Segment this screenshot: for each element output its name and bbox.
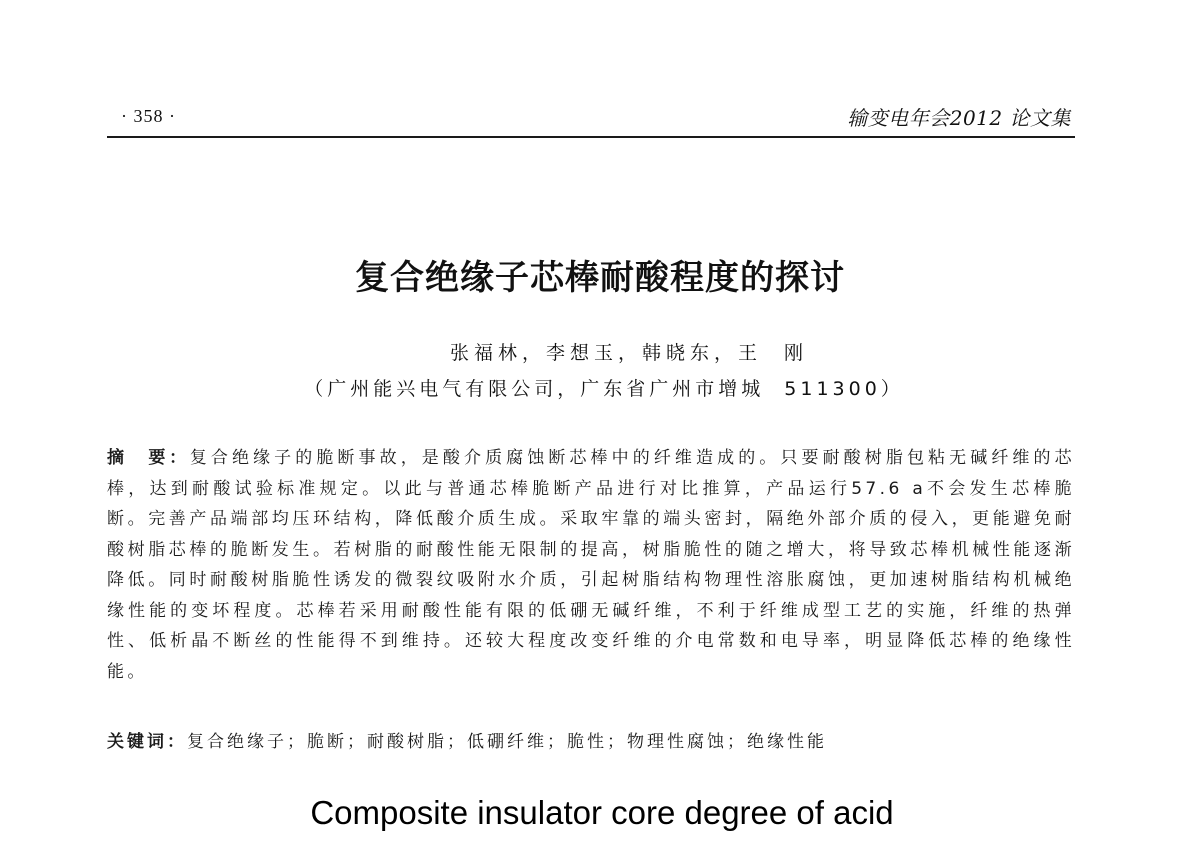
paper-title: 复合绝缘子芯棒耐酸程度的探讨 <box>355 258 845 298</box>
abstract <box>107 443 1075 687</box>
keywords-label: 关键词： <box>107 732 187 752</box>
page-header <box>107 100 1075 138</box>
english-title: Composite insulator core degree of acid <box>310 794 894 831</box>
page-number: · 358 · <box>121 106 176 126</box>
author-list: 张福林，李想玉，韩晓东，王 刚 <box>449 342 809 364</box>
abstract-label: 摘 要： <box>107 448 190 468</box>
abstract-text: 复合绝缘子的脆断事故，是酸介质腐蚀断芯棒中的纤维造成的。只要耐酸树脂包粘无碱纤维的芯棒，达到耐酸试验标准规定。以此与普通芯棒脆断产品进行对比推算，产品运行57.6 a不会发生芯棒脆断。完善产品端部均压环结构，降低酸介质生成。采取牢靠的端头密封，隔绝外部介质的侵入，更能避免耐酸树脂芯棒的脆断发生。若树脂的耐酸性能无限制的提高，树脂脆性的随之增大，将导致芯棒机械性能逐渐降低。同时耐酸树脂脆性诱发的微裂纹吸附水介质，引起树脂结构物理性溶胀腐蚀，更加速树脂结构机械绝缘性能的变坏程度。芯棒若采用耐酸性能有限的低硼无碱纤维，不利于纤维成型工艺的实施，纤维的热弹性、低析晶不断丝的性能得不到维持。还较大程度改变纤维的介电常数和电导率，明显降低芯棒的绝缘性能。 <box>107 448 1075 682</box>
journal-name: 输变电年会2012 论文集 <box>847 106 1071 130</box>
author-affiliation: （广州能兴电气有限公司，广东省广州市增城 511300） <box>304 378 904 400</box>
keywords-text: 复合绝缘子；脆断；耐酸树脂；低硼纤维；脆性；物理性腐蚀；绝缘性能 <box>187 732 827 752</box>
keywords <box>107 727 1075 752</box>
